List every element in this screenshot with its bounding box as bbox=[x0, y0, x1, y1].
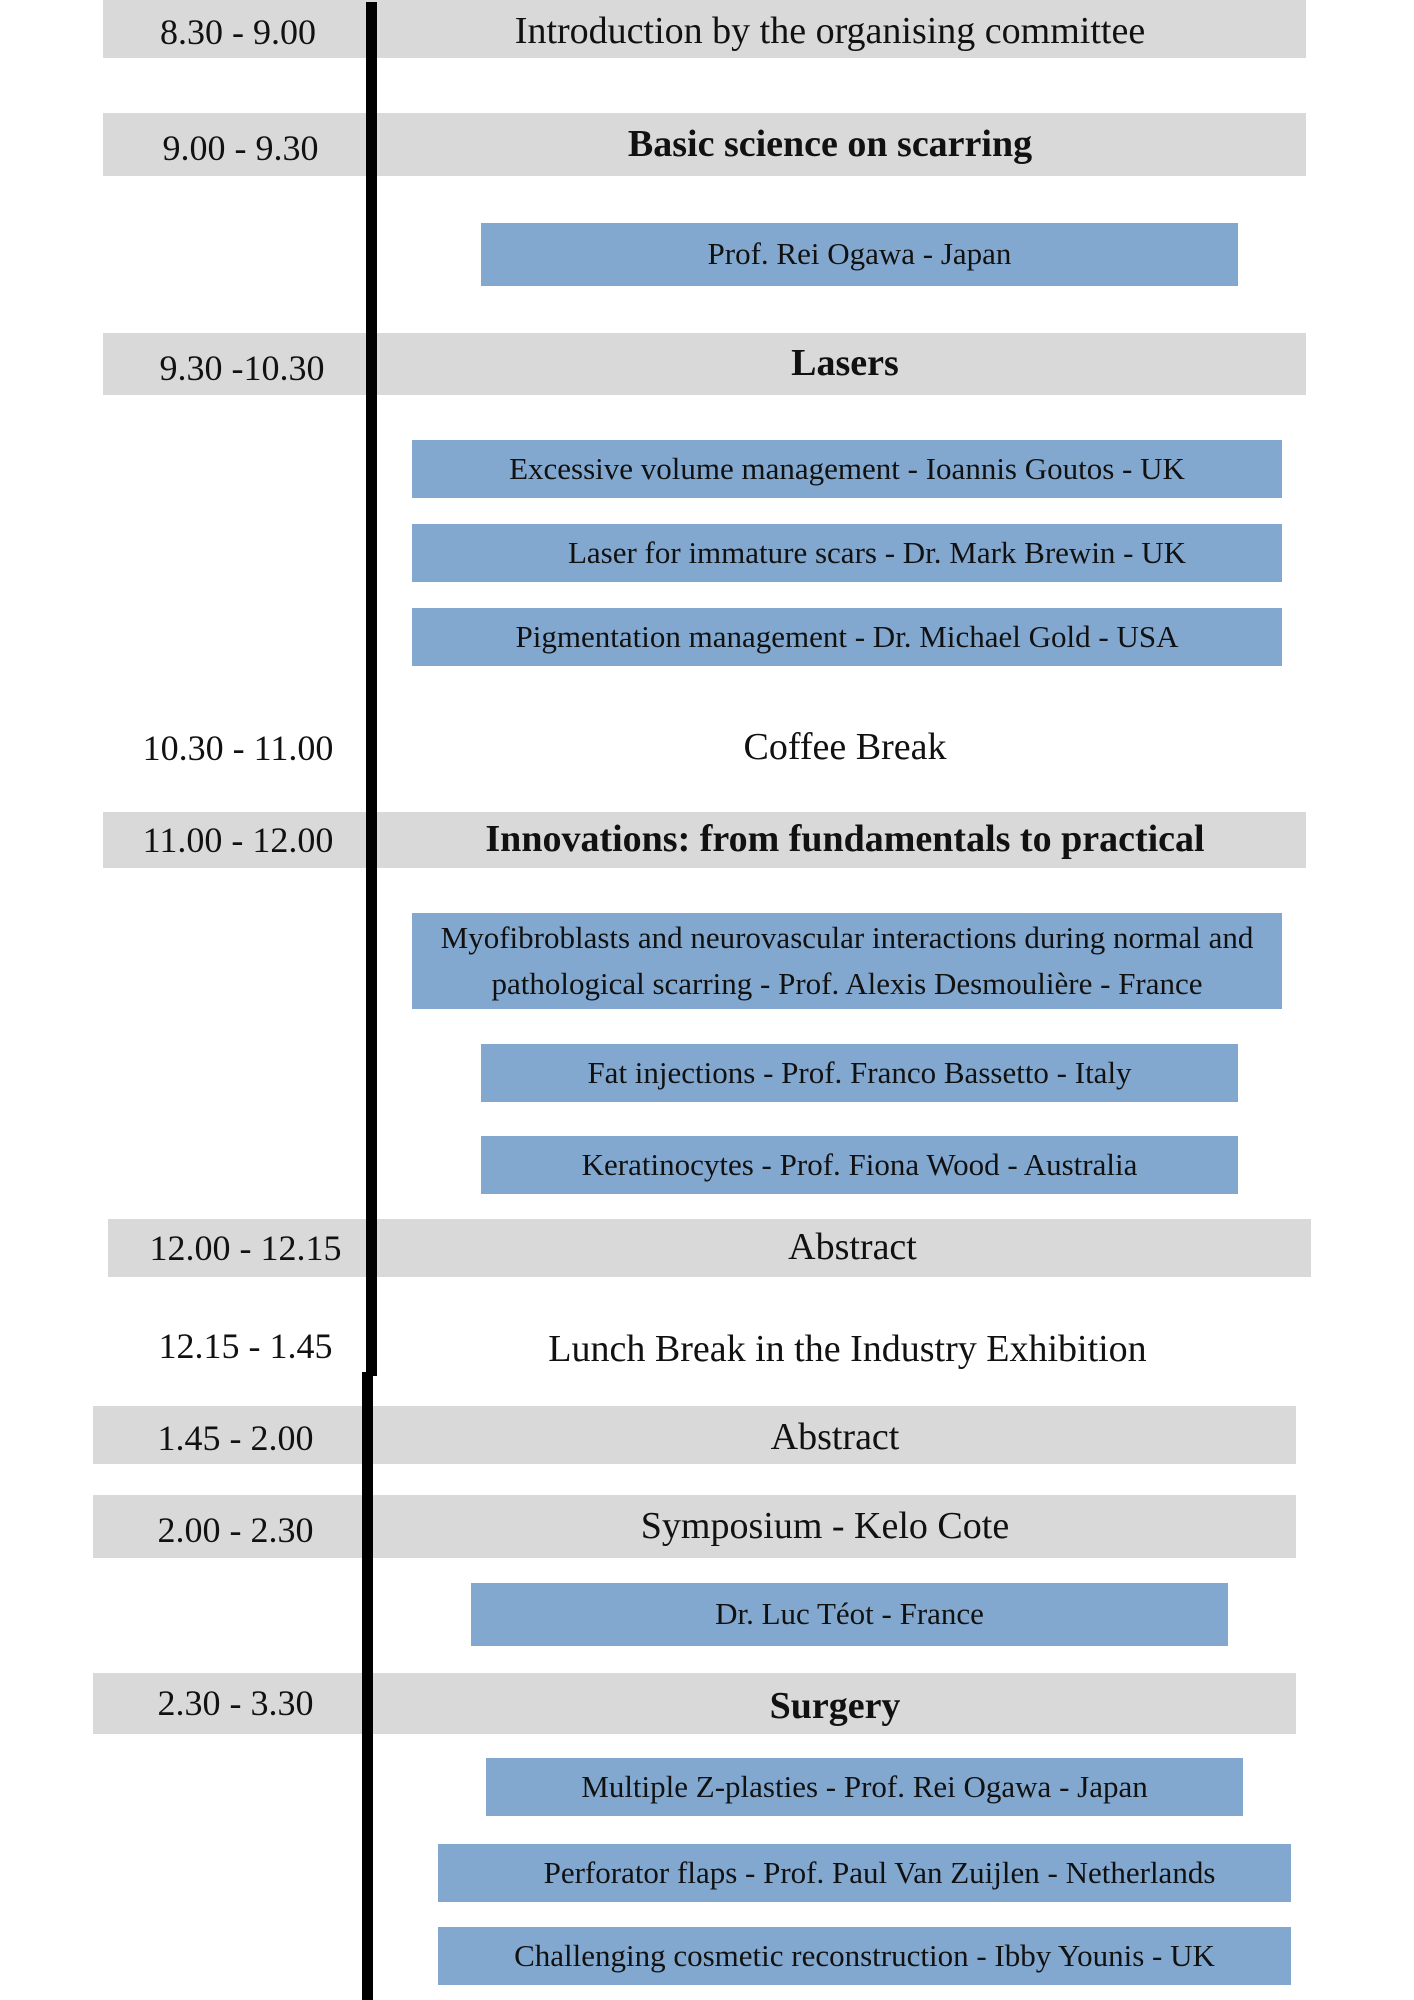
innovations-talk-3: Keratinocytes - Prof. Fiona Wood - Australia bbox=[481, 1136, 1238, 1194]
intro-time: 8.30 - 9.00 bbox=[160, 11, 316, 52]
lasers-talk-1: Excessive volume management - Ioannis Goutos - UK bbox=[412, 440, 1282, 498]
lunch-title: Lunch Break in the Industry Exhibition bbox=[548, 1328, 1147, 1371]
surgery-talk-2: Perforator flaps - Prof. Paul Van Zuijlen - Netherlands bbox=[438, 1844, 1291, 1902]
innovations-talk-2: Fat injections - Prof. Franco Bassetto - Italy bbox=[481, 1044, 1238, 1102]
surgery-talk-1: Multiple Z-plasties - Prof. Rei Ogawa - Japan bbox=[486, 1758, 1243, 1816]
abstract2-time: 1.45 - 2.00 bbox=[157, 1417, 314, 1458]
abstract2-title: Abstract bbox=[770, 1416, 900, 1459]
lasers-title: Lasers bbox=[791, 342, 899, 385]
symposium-time: 2.00 - 2.30 bbox=[157, 1509, 314, 1550]
lunch-time: 12.15 - 1.45 bbox=[158, 1325, 333, 1366]
timeline-line-lower bbox=[362, 1372, 373, 2000]
basic-time: 9.00 - 9.30 bbox=[162, 127, 319, 168]
innovations-time: 11.00 - 12.00 bbox=[142, 819, 334, 860]
coffee-time: 10.30 - 11.00 bbox=[142, 727, 334, 768]
abstract1-title: Abstract bbox=[788, 1226, 917, 1269]
lasers-time: 9.30 -10.30 bbox=[159, 347, 325, 388]
abstract1-time: 12.00 - 12.15 bbox=[149, 1227, 342, 1268]
surgery-time: 2.30 - 3.30 bbox=[157, 1683, 314, 1723]
basic-title: Basic science on scarring bbox=[627, 122, 1033, 165]
lasers-talk-3: Pigmentation management - Dr. Michael Gold - USA bbox=[412, 608, 1282, 666]
symposium-title: Symposium - Kelo Cote bbox=[640, 1504, 1010, 1547]
intro-title: Introduction by the organising committee bbox=[514, 10, 1146, 53]
lasers-talk-2: Laser for immature scars - Dr. Mark Brewin - UK bbox=[412, 524, 1282, 582]
timeline-line-upper bbox=[366, 2, 377, 1376]
innovations-talk-1: Myofibroblasts and neurovascular interactions during normal and pathological scarring - Prof. Alexis Desmoulière - France bbox=[412, 913, 1282, 1009]
basic-talk-1: Prof. Rei Ogawa - Japan bbox=[481, 223, 1238, 286]
innovations-title: Innovations: from fundamentals to practical bbox=[485, 818, 1205, 861]
surgery-title: Surgery bbox=[769, 1685, 901, 1728]
surgery-talk-3: Challenging cosmetic reconstruction - Ibby Younis - UK bbox=[438, 1927, 1291, 1985]
coffee-title: Coffee Break bbox=[743, 726, 947, 769]
symposium-talk-1: Dr. Luc Téot - France bbox=[471, 1583, 1228, 1646]
